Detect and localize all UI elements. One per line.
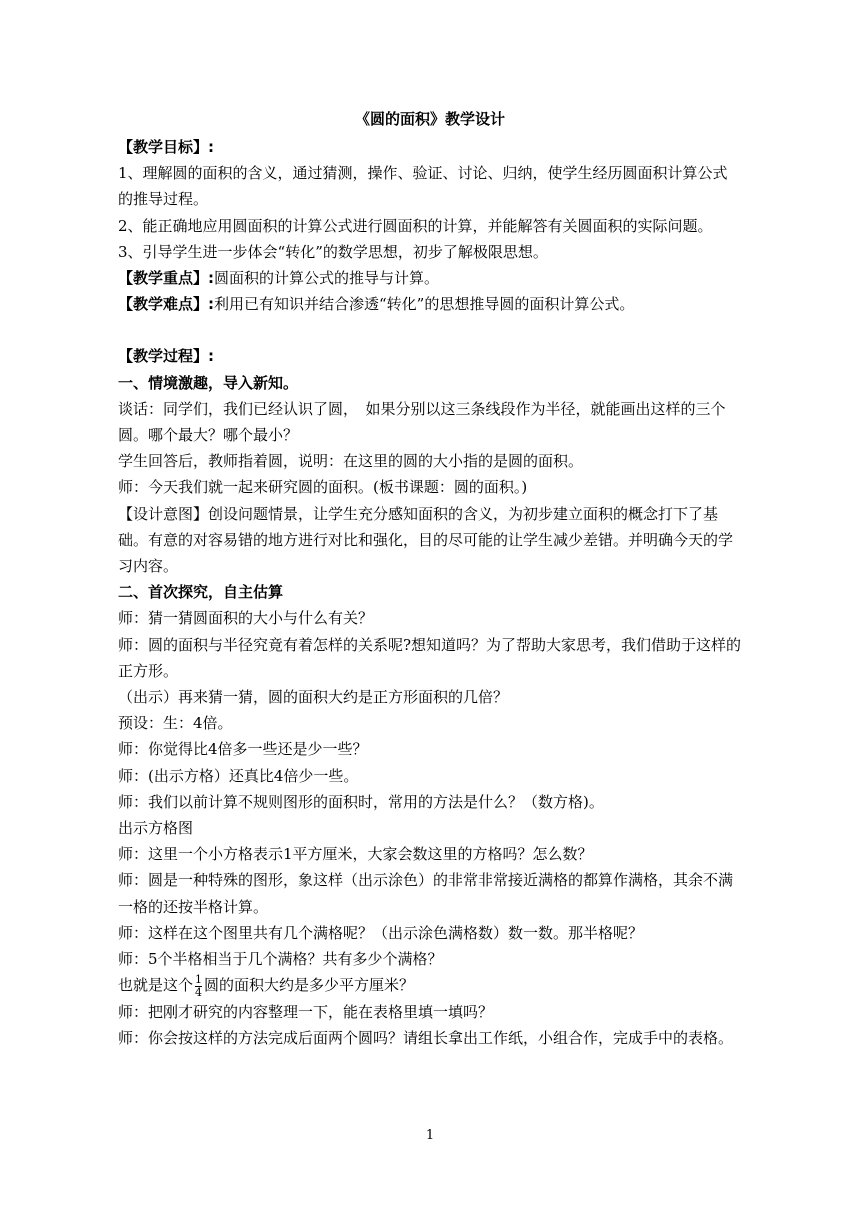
fraction-denominator: 4 — [195, 985, 203, 999]
spacer — [118, 317, 742, 343]
paragraph: 师：猜一猜圆面积的大小与什么有关？ — [118, 609, 374, 628]
paragraph: 师：5个半格相当于几个满格？共有多少个满格？ — [118, 950, 443, 969]
difficulty-label: 【教学难点】: — [118, 295, 214, 314]
document-body — [118, 134, 742, 1051]
paragraph: 出示方格图 — [118, 819, 194, 838]
key-point-text: 圆面积的计算公式的推导与计算。 — [214, 269, 440, 288]
paragraph: 谈话：同学们，我们已经认识了圆， 如果分别以这三条线段作为半径，就能画出这样的三个圆。哪个最大？哪个最小？ — [118, 399, 726, 445]
fraction-numerator: 1 — [195, 972, 203, 986]
paragraph: 师：今天我们就一起来研究圆的面积。(板书课题：圆的面积。) — [118, 478, 528, 497]
document-title: 《圆的面积》教学设计 — [354, 110, 505, 128]
paragraph: 师：这里一个小方格表示1平方厘米，大家会数这里的方格吗？怎么数？ — [118, 845, 593, 864]
paragraph: （出示）再来猜一猜，圆的面积大约是正方形面积的几倍？ — [118, 688, 509, 707]
process-heading: 【教学过程】: — [118, 347, 214, 366]
page-number: 1 — [425, 1128, 435, 1143]
fraction-paragraph — [118, 972, 742, 999]
fraction — [195, 974, 202, 999]
paragraph: 师：我们以前计算不规则图形的面积时，常用的方法是什么？（数方格)。 — [118, 792, 604, 811]
paragraph: 师：这样在这个图里共有几个满格呢？（出示涂色满格数）数一数。那半格呢？ — [118, 923, 644, 942]
goal-item-3: 3、引导学生进一步体会“转化”的数学思想，初步了解极限思想。 — [118, 242, 548, 261]
key-point-line — [118, 265, 742, 291]
paragraph: 预设：生：4倍。 — [118, 714, 233, 733]
goal-item-1: 1、理解圆的面积的含义，通过猜测，操作、验证、讨论、归纳，使学生经历圆面积计算公式的推导过程。 — [118, 164, 728, 209]
section2-heading: 二、首次探究，自主估算 — [118, 583, 284, 602]
paragraph: 师：你会按这样的方法完成后面两个圆吗？请组长拿出工作纸，小组合作，完成手中的表格。 — [118, 1029, 734, 1047]
key-point-label: 【教学重点】: — [118, 269, 214, 288]
difficulty-text: 利用已有知识并结合渗透“转化”的思想推导圆的面积计算公式。 — [214, 295, 635, 314]
paragraph: 师：圆是一种特殊的图形，象这样（出示涂色）的非常非常接近满格的都算作满格，其余不满一格的还按半格计算。 — [118, 871, 734, 916]
fraction-text-after: 圆的面积大约是多少平方厘米？ — [204, 976, 415, 995]
fraction-text-before: 也就是这个 — [118, 976, 194, 995]
section1-heading: 一、情境激趣，导入新知。 — [118, 373, 299, 392]
paragraph: 师：你觉得比4倍多一些还是少一些？ — [118, 740, 368, 759]
paragraph: 师：(出示方格）还真比4倍少一些。 — [118, 766, 359, 785]
goal-item-2: 2、能正确地应用圆面积的计算公式进行圆面积的计算，并能解答有关圆面积的实际问题。 — [118, 216, 713, 235]
paragraph: 学生回答后，教师指着圆，说明：在这里的圆的大小指的是圆的面积。 — [118, 452, 584, 471]
difficulty-line — [118, 291, 742, 317]
paragraph: 师：圆的面积与半径究竟有着怎样的关系呢?想知道吗？为了帮助大家思考，我们借助于这样的正方形。 — [118, 635, 742, 680]
goals-heading: 【教学目标】: — [118, 138, 214, 156]
paragraph: 师：把刚才研究的内容整理一下，能在表格里填一填吗？ — [118, 1002, 494, 1021]
paragraph: 【设计意图】创设问题情景，让学生充分感知面积的含义，为初步建立面积的概念打下了基础。有意的对容易错的地方进行对比和强化，目的尽可能的让学生减少差错。并明确今天的学习内容。 — [118, 504, 734, 576]
